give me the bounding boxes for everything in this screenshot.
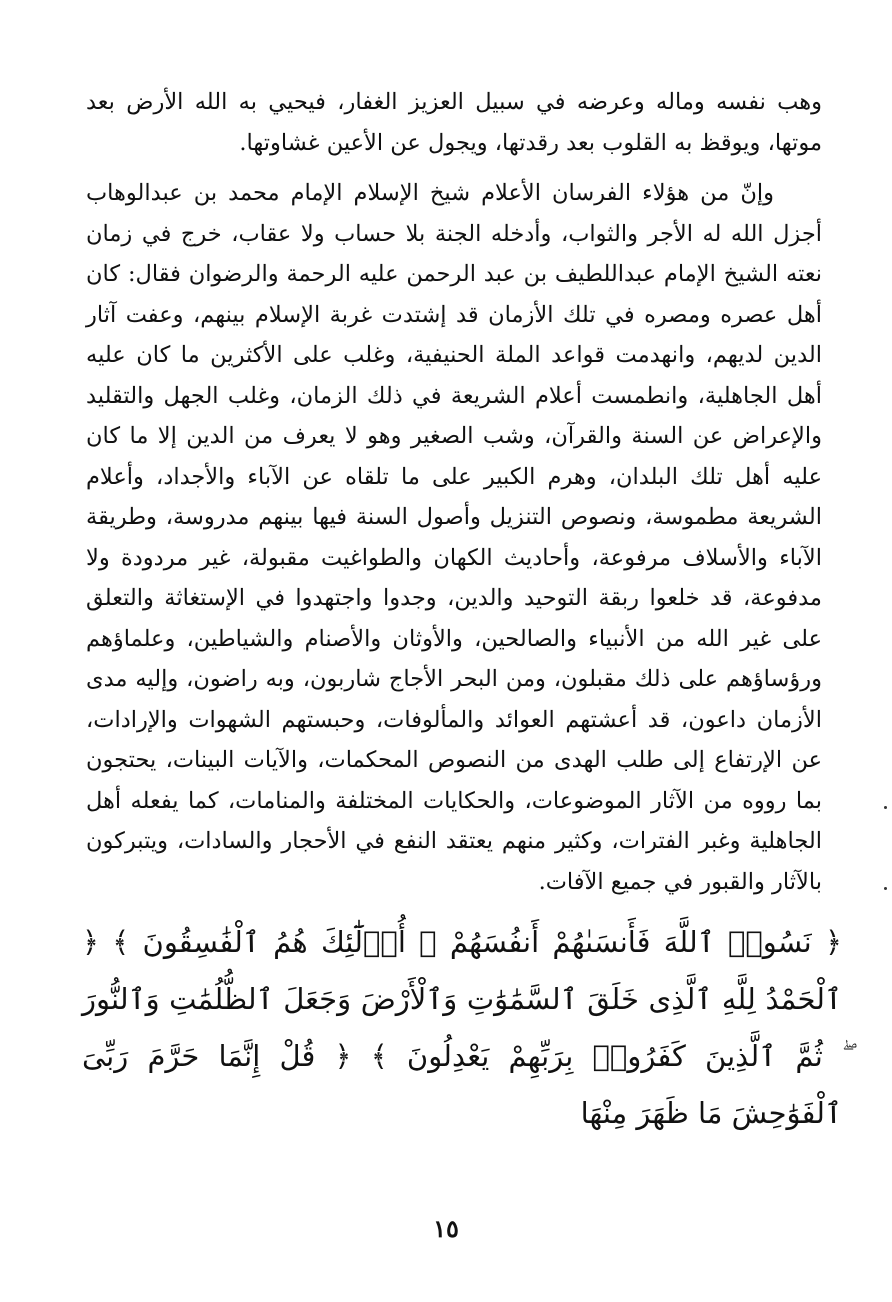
page-body <box>82 82 842 1142</box>
paragraph-main: وإنّ من هؤلاء الفرسان الأعلام شيخ الإسلام الإمام محمد بن عبدالوهاب أجزل الله له الأجر والثواب، وأدخله الجنة بلا حساب ولا عقاب، خرج في زمان نعته الشيخ الإمام عبداللطيف بن عبد الرحمن عليه الرحمة والرضوان فقال: كان أهل عصره ومصره في تلك الأزمان قد إشتدت غربة الإسلام بينهم، وعفت آثار الدين لديهم، وانهدمت قواعد الملة الحنيفية، وغلب على الأكثرين ما كان عليه أهل الجاهلية، وانطمست أعلام الشريعة في ذلك الزمان، وغلب الجهل والتقليد والإعراض عن السنة والقرآن، وشب الصغير وهو لا يعرف من الدين إلا ما كان عليه أهل تلك البلدان، وهرم الكبير على ما تلقاه عن الآباء والأجداد، وأعلام الشريعة مطموسة، ونصوص التنزيل وأصول السنة فيها بينهم مدروسة، وطريقة الآباء والأسلاف مرفوعة، وأحاديث الكهان والطواغيت مقبولة، غير مردودة ولا مدفوعة، قد خلعوا ربقة التوحيد والدين، وجدوا واجتهدوا في الإستغاثة والتعلق على غير الله من الأنبياء والصالحين، والأوثان والأصنام والشياطين، وعلماؤهم ورؤساؤهم على ذلك مقبلون، ومن البحر الأجاج شاربون، وبه راضون، وإليه مدى الأزمان داعون، قد أعشتهم العوائد والمألوفات، وحبستهم الشهوات والإرادات، عن الإرتفاع إلى طلب الهدى من النصوص المحكمات، والآيات البينات، يحتجون بما رووه من الآثار الموضوعات، والحكايات المختلفة والمنامات، كما يفعله أهل الجاهلية وغبر الفترات، وكثير منهم يعتقد النفع في الأحجار والسادات، ويتبركون بالآثار والقبور في جميع الآفات. <box>86 180 822 895</box>
margin-dot <box>884 806 887 809</box>
page-number: ١٥ <box>433 1214 459 1243</box>
margin-dot <box>884 887 887 890</box>
paragraph-intro: وهب نفسه وماله وعرضه في سبيل العزيز الغفار، فيحيي به الله الأرض بعد موتها، ويوقظ به القلوب بعد رقدتها، ويجول عن الأعين غشاوتها. <box>86 89 822 156</box>
quran-verses: ﴿ نَسُوا۟ ٱللَّهَ فَأَنسَىٰهُمْ أَنفُسَهُمْ ۚ أُو۟لَٰٓئِكَ هُمُ ٱلْفَٰسِقُونَ ﴾ ﴿ ٱلْحَمْدُ لِلَّهِ ٱلَّذِى خَلَقَ ٱلسَّمَٰوَٰتِ وَٱلْأَرْضَ وَجَعَلَ ٱلظُّلُمَٰتِ وَٱلنُّورَ ۖ ثُمَّ ٱلَّذِينَ كَفَرُوا۟ بِرَبِّهِمْ يَعْدِلُونَ ﴾ ﴿ قُلْ إِنَّمَا حَرَّمَ رَبِّىَ ٱلْفَوَٰحِشَ مَا ظَهَرَ مِنْهَا <box>82 925 842 1130</box>
